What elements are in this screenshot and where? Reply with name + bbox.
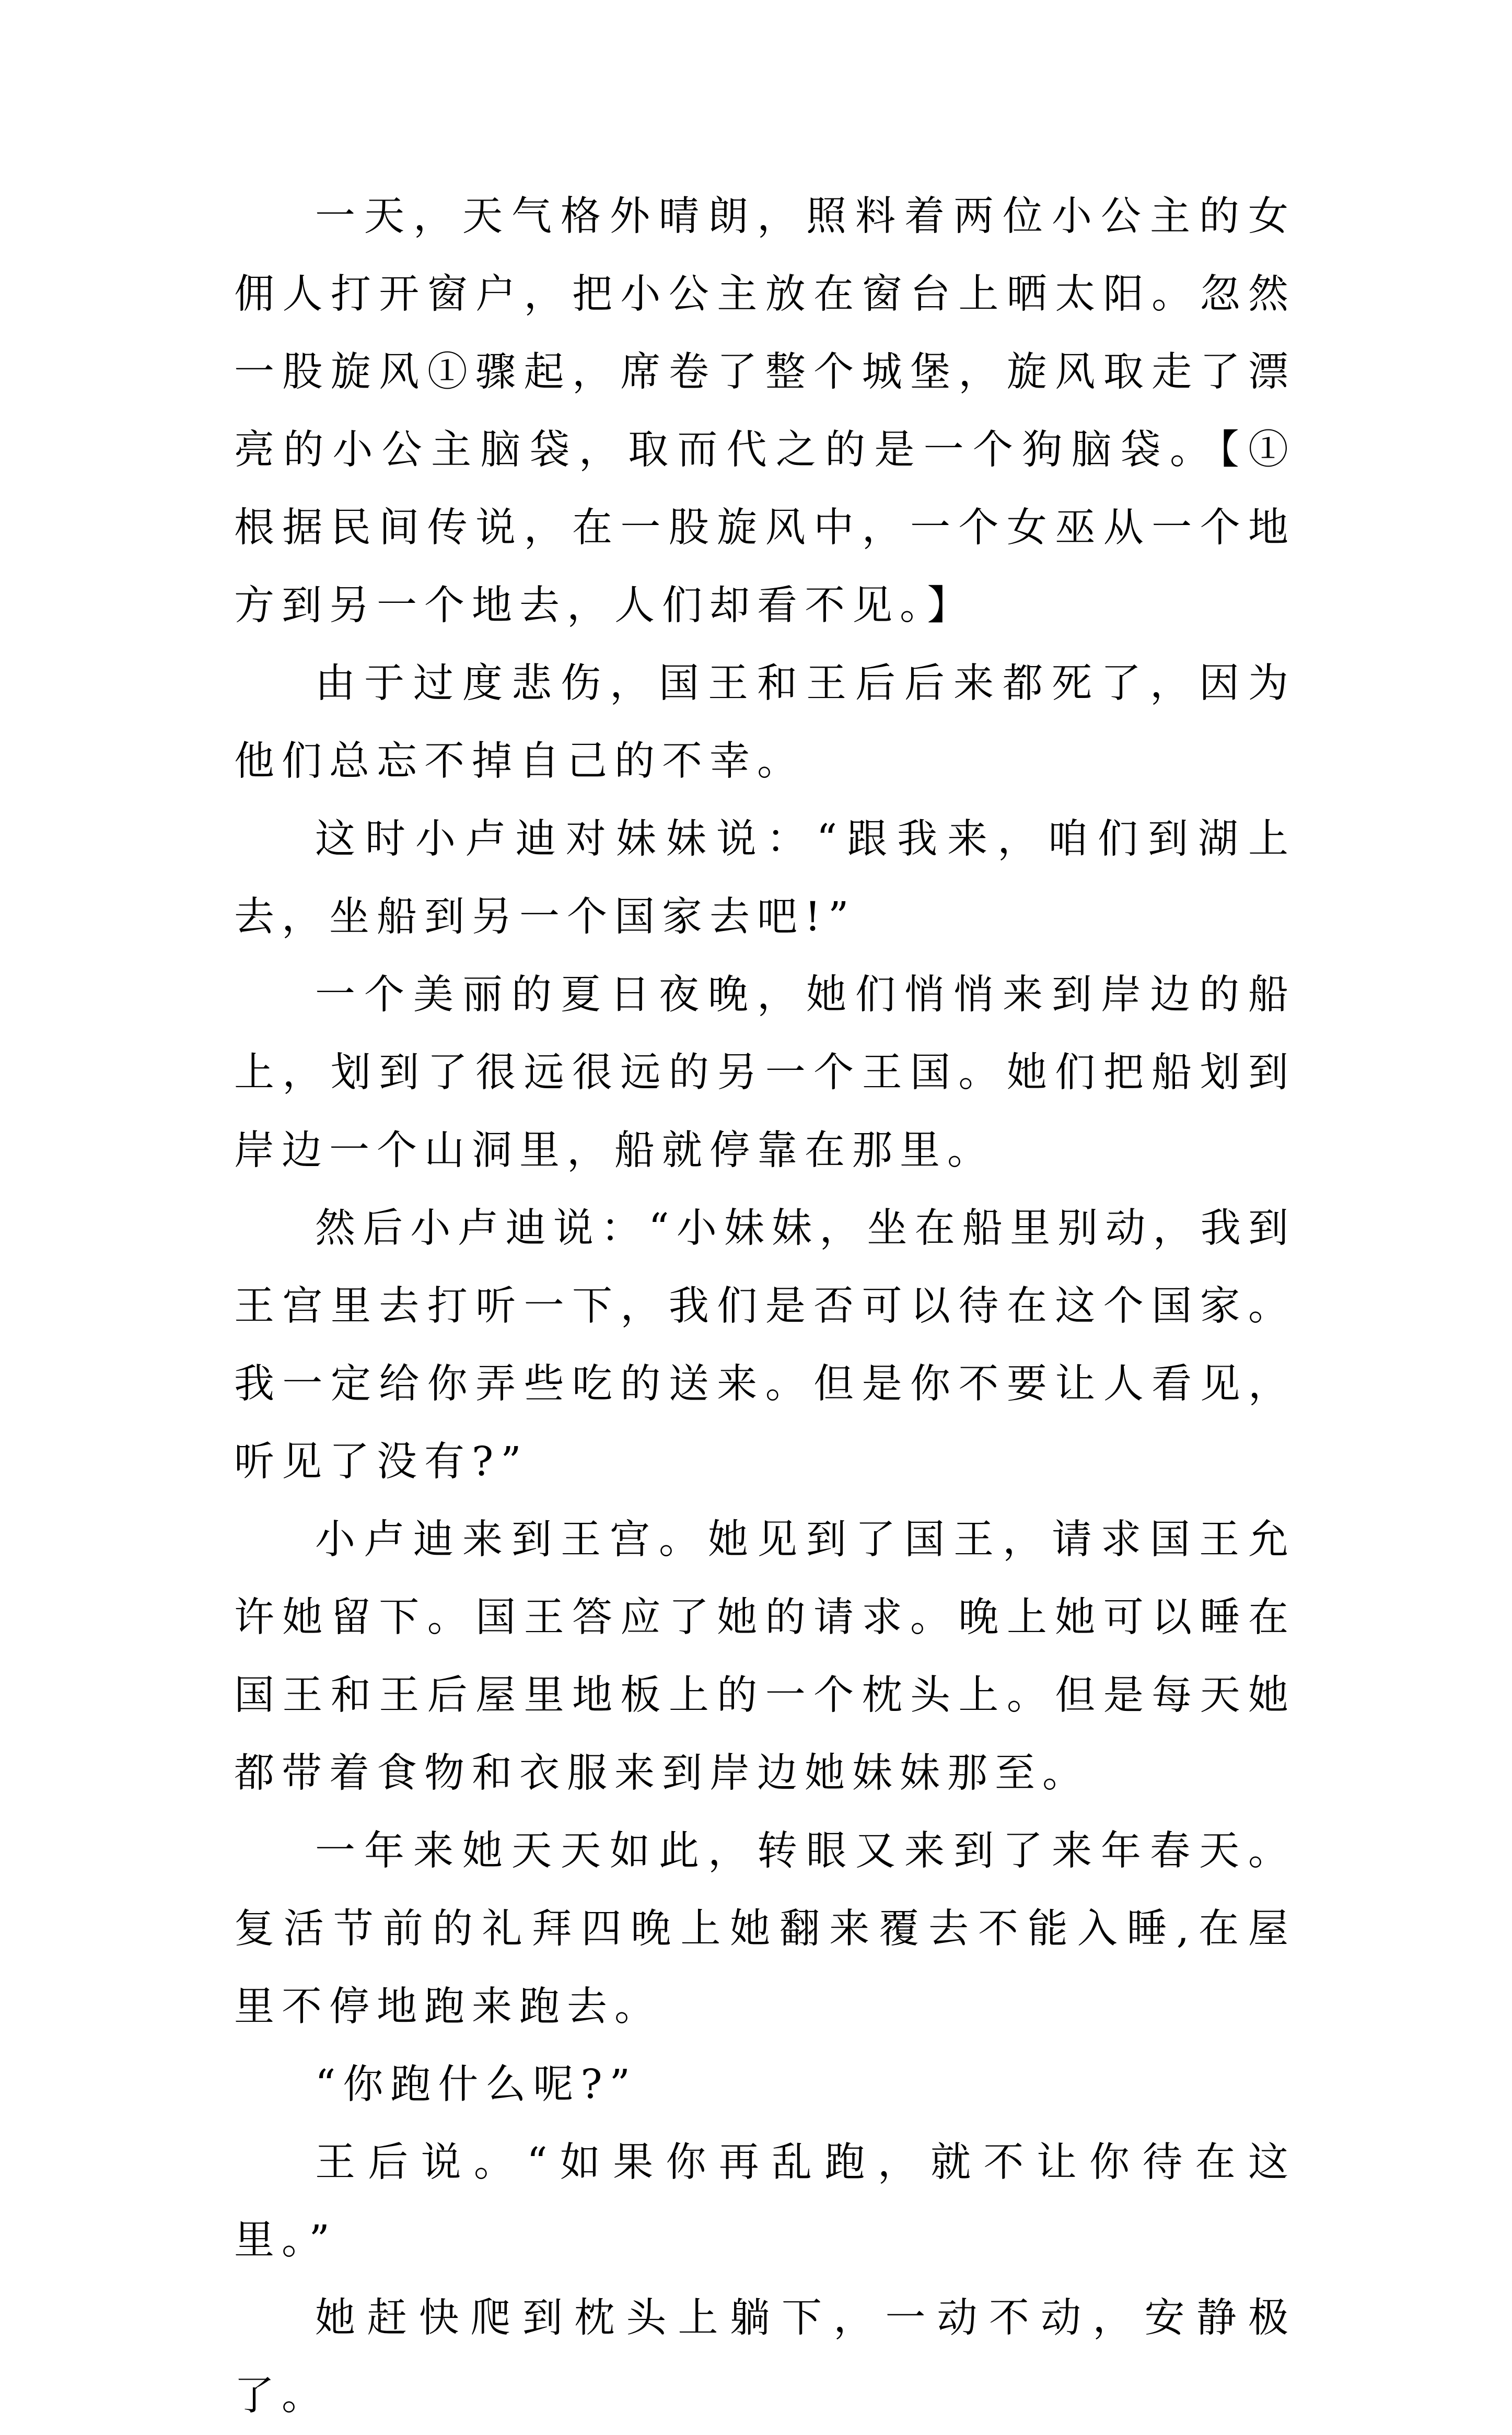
paragraph-2: 由于过度悲伤，国王和王后后来都死了，因为他们总忘不掉自己的不幸。 <box>234 660 1296 785</box>
paragraph-3: 这时小卢迪对妹妹说：“跟我来，咱们到湖上去，坐船到另一个国家去吧!” <box>234 816 1296 940</box>
paragraph-10: 她赶快爬到枕头上躺下，一动不动，安静极了。 <box>234 2295 1296 2419</box>
paragraph-6: 小卢迪来到王宫。她见到了国王，请求国王允许她留下。国王答应了她的请求。晚上她可以睡在国王和王后屋里地板上的一个枕头上。但是每天她都带着食物和衣服来到岸边她妹妹那至。 <box>234 1517 1296 1797</box>
paragraph-1: 一天，天气格外晴朗，照料着两位小公主的女佣人打开窗户，把小公主放在窗台上晒太阳。忽然一股旋风①骤起，席卷了整个城堡，旋风取走了漂亮的小公主脑袋，取而代之的是一个狗脑袋。【①根据民间传说，在一股旋风中，一个女巫从一个地方到另一个地去，人们却看不见。】 <box>234 193 1296 629</box>
paragraph-5: 然后小卢迪说：“小妹妹，坐在船里别动，我到王宫里去打听一下，我们是否可以待在这个国家。我一定给你弄些吃的送来。但是你不要让人看见，听见了没有?” <box>234 1205 1296 1485</box>
body-text <box>234 178 1296 2435</box>
paragraph-9: 王后说。“如果你再乱跑，就不让你待在这里。” <box>234 2139 1296 2264</box>
paragraph-4: 一个美丽的夏日夜晚，她们悄悄来到岸边的船上，划到了很远很远的另一个王国。她们把船划到岸边一个山洞里，船就停靠在那里。 <box>234 972 1296 1174</box>
paragraph-8: “你跑什么呢?” <box>315 2061 638 2108</box>
paragraph-7: 一年来她天天如此，转眼又来到了来年春天。复活节前的礼拜四晚上她翻来覆去不能入睡,在屋里不停地跑来跑去。 <box>234 1828 1296 2030</box>
